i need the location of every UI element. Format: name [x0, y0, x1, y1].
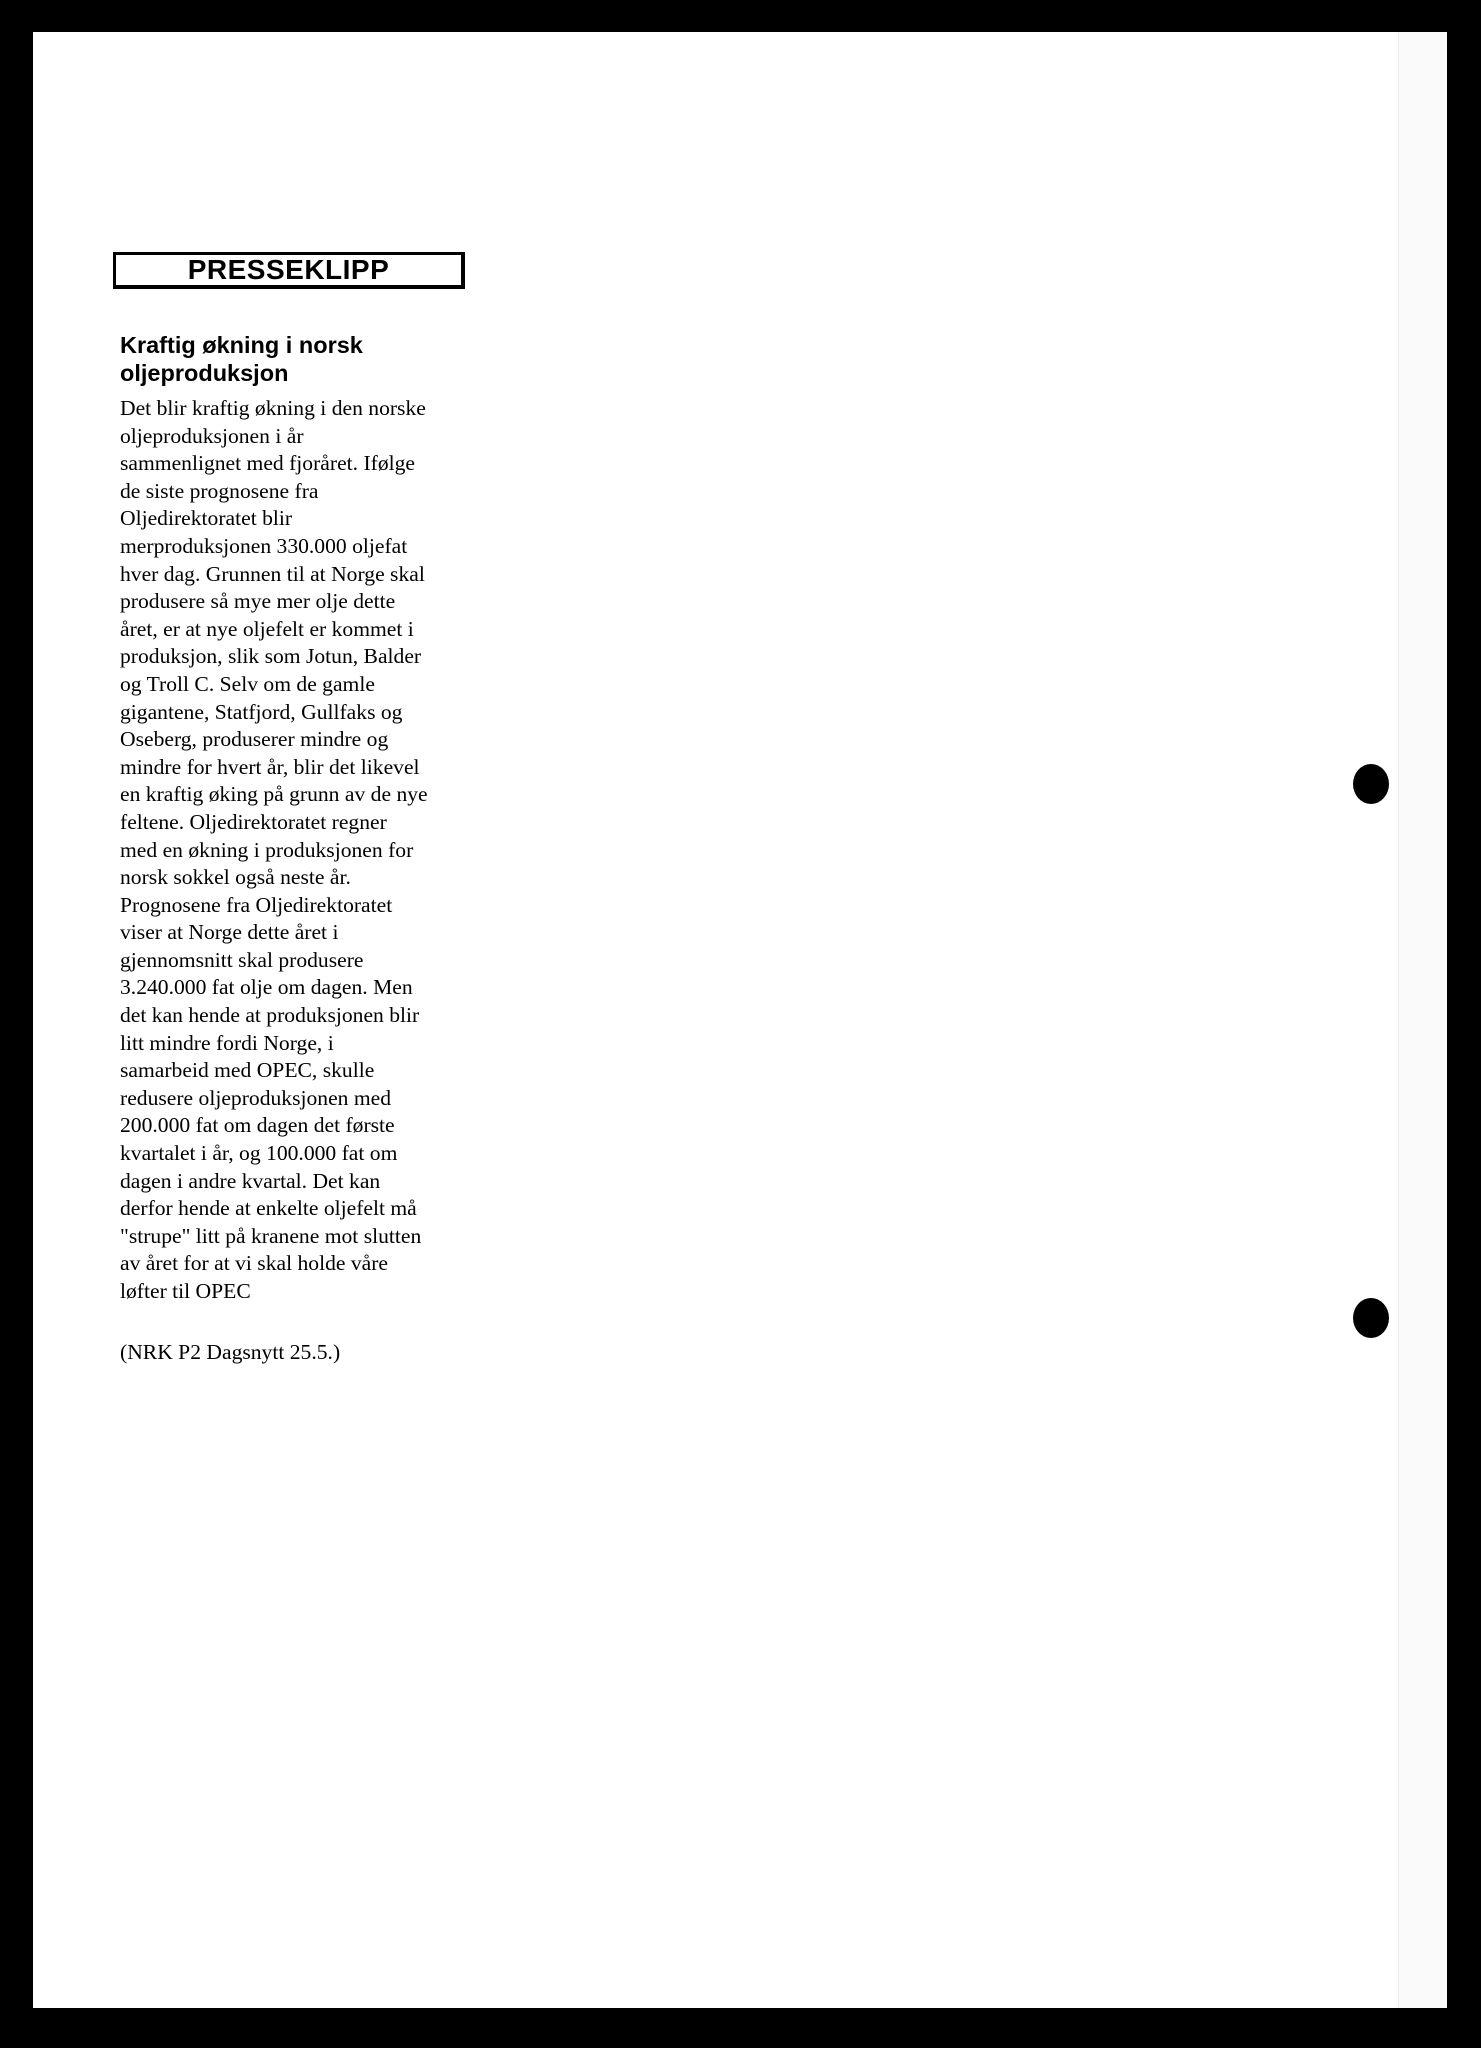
article-headline: Kraftig økning i norsk oljeproduksjon [120, 332, 363, 386]
page-edge-shadow [1398, 32, 1447, 2008]
punch-hole-upper [1353, 764, 1389, 804]
article-body: Det blir kraftig økning i den norske oljeproduksjonen i år sammenlignet med fjoråret. Ifølge de siste prognosene fra Oljedirektoratet blir merproduksjonen 330.000 oljefat hver dag. Grunnen til at Norge skal produsere så mye mer olje dette året, er at nye oljefelt er kommet i produksjon, slik som Jotun, Balder og Troll C. Selv om de gamle gigantene, Statfjord, Gullfaks og Oseberg, produserer mindre og mindre for hvert år, blir det likevel en kraftig øking på grunn av de nye feltene. Oljedirektoratet regner med en økning i produksjonen for norsk sokkel også neste år. Prognosene fra Oljedirektoratet viser at Norge dette året i gjennomsnitt skal produsere 3.240.000 fat olje om dagen. Men det kan hende at produksjonen blir litt mindre fordi Norge, i samarbeid med OPEC, skulle redusere oljeproduksjonen med 200.000 fat om dagen det første kvartalet i år, og 100.000 fat om dagen i andre kvartal. Det kan derfor hende at enkelte oljefelt må "strupe" litt på kranene mot slutten av året for at vi skal holde våre løfter til OPEC [120, 396, 428, 1303]
punch-hole-lower [1353, 1298, 1389, 1338]
section-header-box [113, 252, 465, 289]
section-label: PRESSEKLIPP [187, 254, 390, 285]
article-source: (NRK P2 Dagsnytt 25.5.) [120, 1340, 341, 1364]
